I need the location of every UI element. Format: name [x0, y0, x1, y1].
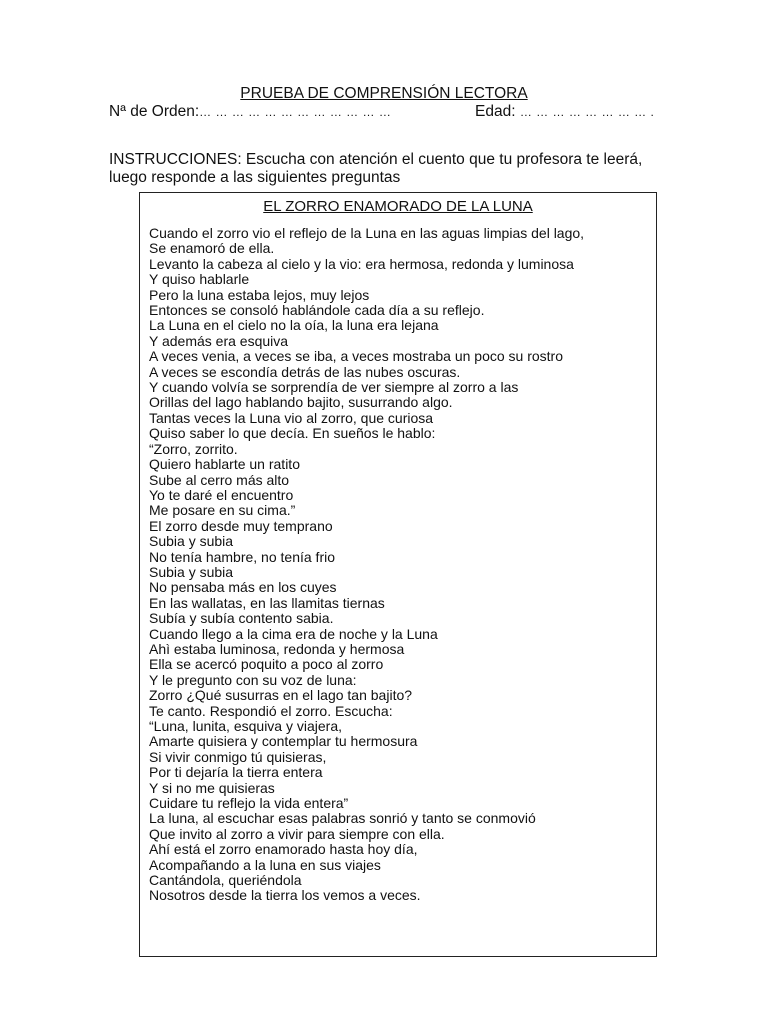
- story-line: Nosotros desde la tierra los vemos a veces.: [149, 887, 421, 904]
- order-number-field: [109, 102, 391, 122]
- story-line: Ahì estaba luminosa, redonda y hermosa: [149, 640, 405, 657]
- age-dots: … … … … … … … … .: [519, 105, 655, 119]
- age-label: Edad:: [475, 103, 516, 120]
- story-line: Quiero hablarte un ratito: [149, 456, 300, 473]
- story-line: Se enamoró de ella.: [149, 240, 275, 257]
- story-line: Tantas veces la Luna vio al zorro, que curiosa: [149, 409, 434, 426]
- order-number-label: Nª de Orden:: [109, 103, 200, 120]
- story-line: Sube al cerro más alto: [149, 471, 290, 488]
- story-line: No pensaba más en los cuyes: [149, 579, 337, 596]
- story-line: Subia y subia: [149, 533, 234, 550]
- story-line: Y además era esquiva: [149, 332, 289, 349]
- story-line: Cantándola, queriéndola: [149, 872, 302, 889]
- story-title: EL ZORRO ENAMORADO DE LA LUNA: [263, 198, 533, 215]
- instructions-text: INSTRUCCIONES: Escucha con atención el cuento que tu profesora te leerá, luego responde a las siguientes preguntas: [109, 151, 643, 186]
- story-line: “Zorro, zorrito.: [149, 440, 238, 457]
- story-line: Amarte quisiera y contemplar tu hermosura: [149, 733, 418, 750]
- story-line: Te canto. Respondió el zorro. Escucha:: [149, 702, 393, 719]
- story-line: Subia y subia: [149, 563, 234, 580]
- story-line: Ella se acercó poquito a poco al zorro: [149, 656, 384, 673]
- story-line: Cuando el zorro vio el reflejo de la Luna en las aguas limpias del lago,: [149, 225, 585, 241]
- story-line: Levanto la cabeza al cielo y la vio: era hermosa, redonda y luminosa: [149, 255, 574, 272]
- story-line: Subía y subía contento sabia.: [149, 610, 334, 627]
- story-line: Que invito al zorro a vivir para siempre con ella.: [149, 825, 445, 842]
- story-line: La Luna en el cielo no la oía, la luna era lejana: [149, 317, 439, 334]
- story-line: Zorro ¿Qué susurras en el lago tan bajito?: [149, 687, 413, 704]
- page-title: PRUEBA DE COMPRENSIÓN LECTORA: [240, 85, 528, 102]
- story-box: [139, 192, 657, 957]
- story-line: Yo te daré el encuentro: [149, 486, 294, 503]
- story-line: Y le pregunto con su voz de luna:: [149, 671, 357, 688]
- story-line: Entonces se consoló hablándole cada día a su reflejo.: [149, 302, 485, 319]
- story-text: [149, 226, 649, 904]
- story-line: La luna, al escuchar esas palabras sonrió y tanto se conmovió: [149, 810, 536, 827]
- story-line: Y quiso hablarle: [149, 271, 250, 288]
- story-line: Si vivir conmigo tú quisieras,: [149, 748, 327, 765]
- story-line: “Luna, lunita, esquiva y viajera,: [149, 718, 342, 734]
- story-line: Ahí está el zorro enamorado hasta hoy día,: [149, 841, 418, 858]
- story-line: Orillas del lago hablando bajito, susurrando algo.: [149, 394, 453, 411]
- story-line: A veces se escondía detrás de las nubes oscuras.: [149, 363, 461, 380]
- story-line: Acompañando a la luna en sus viajes: [149, 856, 381, 873]
- story-line: No tenía hambre, no tenía frio: [149, 548, 335, 565]
- story-line: Quiso saber lo que decía. En sueños le hablo:: [149, 425, 436, 442]
- story-line: Me posare en su cima.”: [149, 502, 296, 519]
- story-line: Por ti dejaría la tierra entera: [149, 764, 323, 781]
- story-line: Y cuando volvía se sorprendía de ver siempre al zorro a las: [149, 379, 519, 396]
- story-line: Y si no me quisieras: [149, 779, 275, 796]
- age-field: [475, 102, 654, 122]
- story-line: En las wallatas, en las llamitas tiernas: [149, 594, 385, 611]
- story-line: Cuando llego a la cima era de noche y la Luna: [149, 625, 438, 642]
- story-line: Pero la luna estaba lejos, muy lejos: [149, 286, 370, 303]
- order-number-dots: … … … … … … … … … … … …: [199, 105, 392, 119]
- story-line: Cuidare tu reflejo la vida entera”: [149, 795, 349, 812]
- story-line: El zorro desde muy temprano: [149, 517, 333, 534]
- story-line: A veces venia, a veces se iba, a veces mostraba un poco su rostro: [149, 348, 563, 365]
